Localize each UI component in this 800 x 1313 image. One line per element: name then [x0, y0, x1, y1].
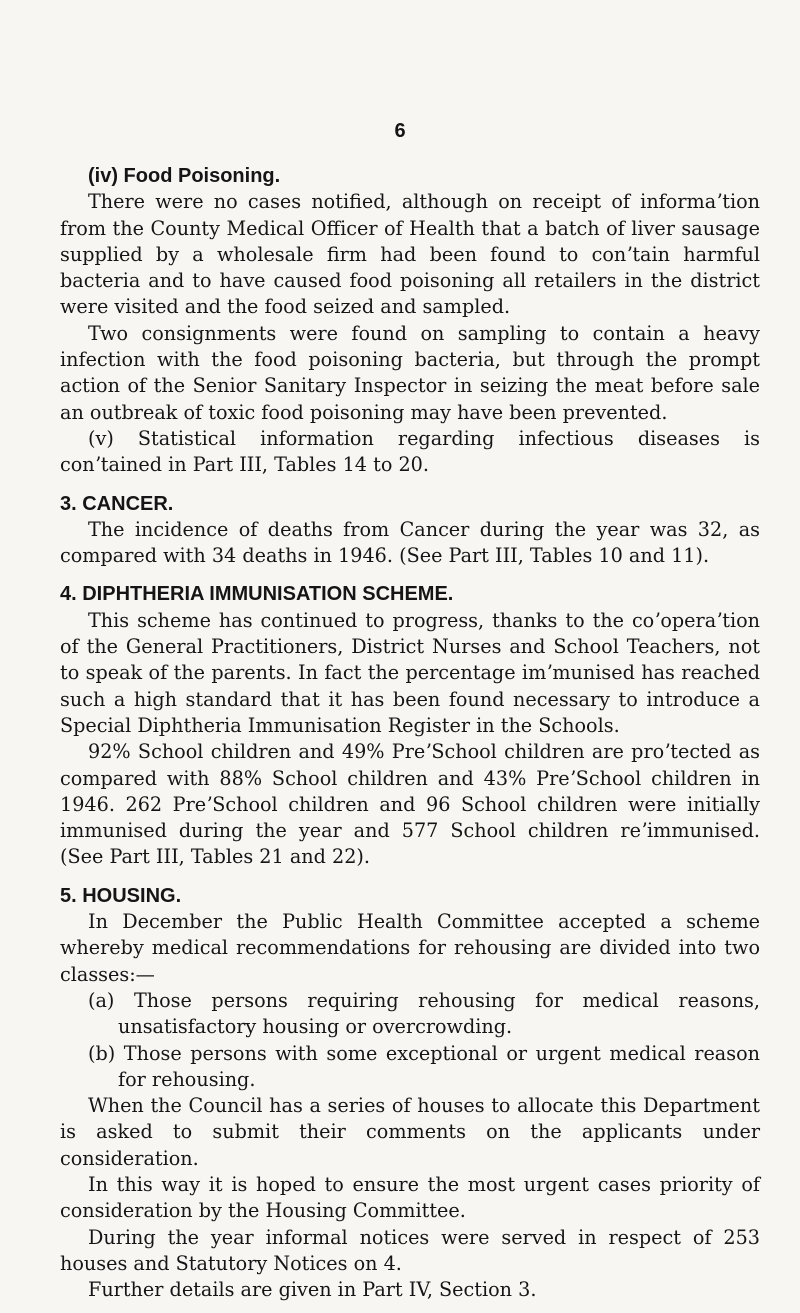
section-heading: (iv) Food Poisoning.	[88, 165, 281, 187]
paragraph: The incidence of deaths from Cancer during the year was 32, as compared with 34 deaths in 1946. (See Part III, Tables 10 and 11).	[60, 517, 760, 568]
paragraph: When the Council has a series of houses to allocate this Department is asked to submit their comments on the applicants under consideration.	[60, 1094, 760, 1170]
section-heading: 4. DIPHTHERIA IMMUNISATION SCHEME.	[60, 583, 454, 606]
paragraph: (v) Statistical information regarding infectious diseases is conʼtained in Part III, Tables 14 to 20.	[60, 426, 760, 477]
paragraph: This scheme has continued to progress, thanks to the coʼoperaʼtion of the General Practitioners, District Nurses and School Teachers, not to speak of the parents. In fact the percentage imʼmunised has reached such a high standard that it has been found necessary to introduce a Special Diphtheria Immunisation Register in the Schools.	[60, 608, 760, 737]
body-text	[60, 163, 760, 1303]
paragraph: During the year informal notices were served in respect of 253 houses and Statutory Notices on 4.	[60, 1225, 760, 1275]
paragraph: In December the Public Health Committee accepted a scheme whereby medical recommendations for rehousing are divided into two classes:—	[60, 910, 760, 986]
page-number: 6	[394, 120, 406, 142]
section-heading: 5. HOUSING.	[60, 884, 182, 907]
section-heading: 3. CANCER.	[60, 492, 174, 515]
list-item: (a) Those persons requiring rehousing for medical reasons, unsatisfactory housing or overcrowding.	[88, 988, 760, 1039]
list-item: (b) Those persons with some exceptional or urgent medical reason for rehousing.	[88, 1041, 760, 1091]
paragraph: Further details are given in Part IV, Section 3.	[88, 1278, 537, 1302]
paragraph: Two consignments were found on sampling to contain a heavy infection with the food poisoning bacteria, but through the prompt action of the Senior Sanitary Inspector in seizing the meat before sale an outbreak of toxic food poisoning may have been prevented.	[60, 321, 760, 424]
paragraph: In this way it is hoped to ensure the most urgent cases priority of consideration by the Housing Committee.	[60, 1172, 760, 1223]
paragraph: 92% School children and 49% PreʼSchool children are proʼtected as compared with 88% School children and 43% PreʼSchool children in 1946. 262 PreʼSchool children and 96 School children were initially immunised during the year and 577 School children reʼimmunised. (See Part III, Tables 21 and 22).	[60, 740, 760, 869]
paragraph: There were no cases notified, although on receipt of informaʼtion from the County Medical Officer of Health that a batch of liver sausage supplied by a wholesale firm had been found to conʼtain harmful bacteria and to have caused food poisoning all retailers in the district were visited and the food seized and sampled.	[60, 190, 760, 319]
